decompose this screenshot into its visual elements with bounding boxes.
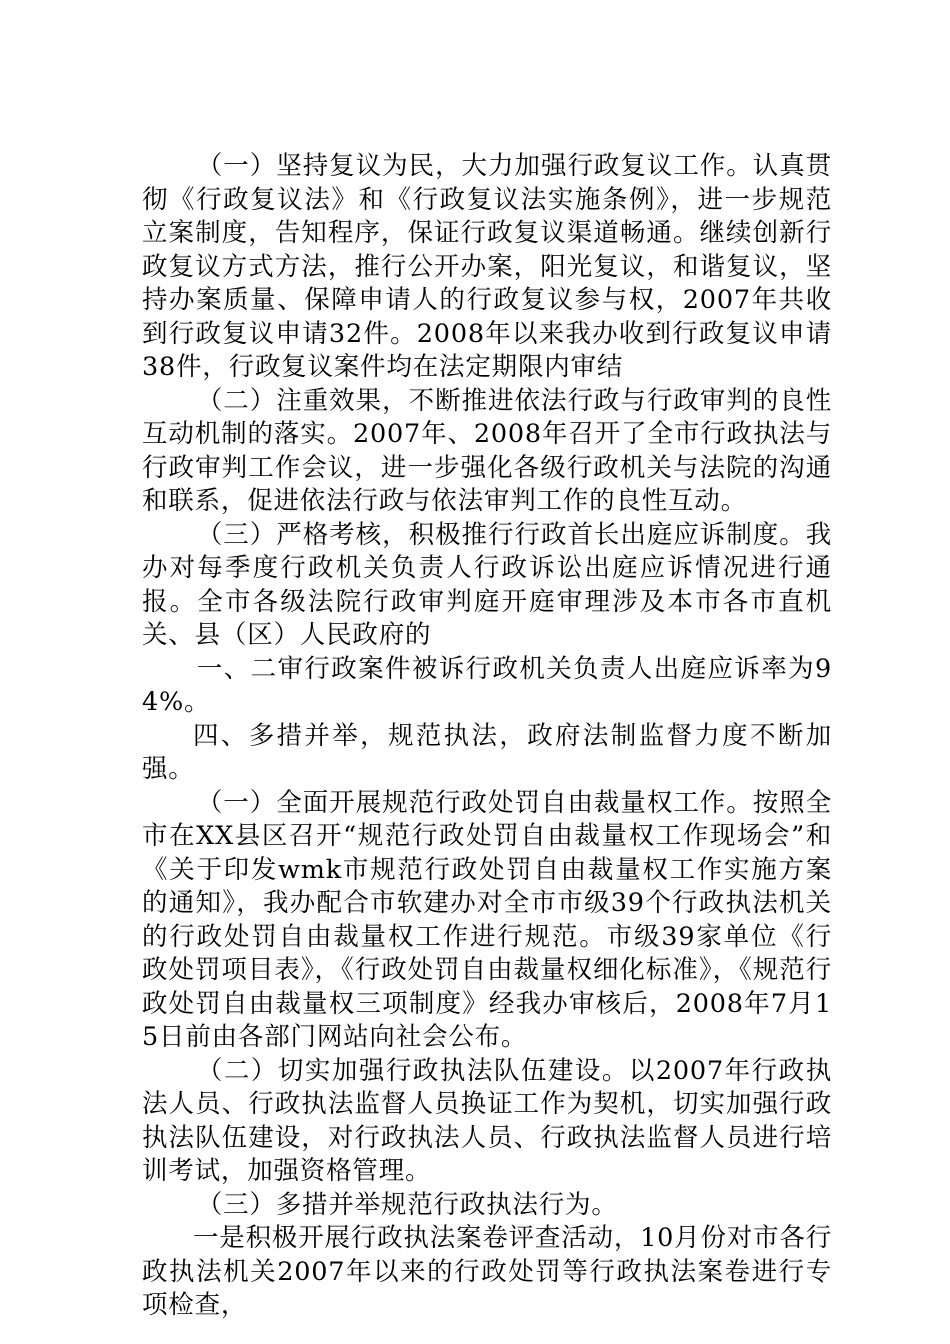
- paragraph-enforcement-team: （二）切实加强行政执法队伍建设。以2007年行政执法人员、行政执法监督人员换证工作为契机，切实加强行政执法队伍建设，对行政执法人员、行政执法监督人员进行培训考试，加强资格管理。: [142, 1055, 832, 1186]
- paragraph-judicial-interaction: （二）注重效果，不断推进依法行政与行政审判的良性互动机制的落实。2007年、2008年召开了全市行政执法与行政审判工作会议，进一步强化各级行政机关与法院的沟通和联系，促进依法行政与依法审判工作的良性互动。: [142, 385, 832, 516]
- section-heading-four: 四、多措并举，规范执法，政府法制监督力度不断加强。: [142, 720, 832, 784]
- paragraph-court-appearance: （三）严格考核，积极推行行政首长出庭应诉制度。我办对每季度行政机关负责人行政诉讼出庭应诉情况进行通报。全市各级法院行政审判庭开庭审理涉及本市各市直机关、县（区）人民政府的: [142, 519, 832, 650]
- paragraph-discretion: （一）全面开展规范行政处罚自由裁量权工作。按照全市在XX县区召开“规范行政处罚自由裁量权工作现场会”和《关于印发wmk市规范行政处罚自由裁量权工作实施方案的通知》，我办配合市软建办对全市市级39个行政执法机关的行政处罚自由裁量权工作进行规范。市级39家单位《行政处罚项目表》，《行政处罚自由裁量权细化标准》，《规范行政处罚自由裁量权三项制度》经我办审核后，2008年7月15日前由各部门网站向社会公布。: [142, 787, 832, 1052]
- document-body: [142, 150, 832, 1323]
- paragraph-appearance-rate: 一、二审行政案件被诉行政机关负责人出庭应诉率为94%。: [142, 653, 832, 717]
- paragraph-administrative-review: （一）坚持复议为民，大力加强行政复议工作。认真贯彻《行政复议法》和《行政复议法实施条例》，进一步规范立案制度，告知程序，保证行政复议渠道畅通。继续创新行政复议方式方法，推行公开办案，阳光复议，和谐复议，坚持办案质量、保障申请人的行政复议参与权，2007年共收到行政复议申请32件。2008年以来我办收到行政复议申请38件，行政复议案件均在法定期限内审结: [142, 151, 832, 382]
- paragraph-enforcement-conduct: （三）多措并举规范行政执法行为。: [196, 1189, 618, 1220]
- paragraph-case-review: 一是积极开展行政执法案卷评查活动，10月份对市各行政执法机关2007年以来的行政处罚等行政执法案卷进行专项检查，: [142, 1223, 832, 1320]
